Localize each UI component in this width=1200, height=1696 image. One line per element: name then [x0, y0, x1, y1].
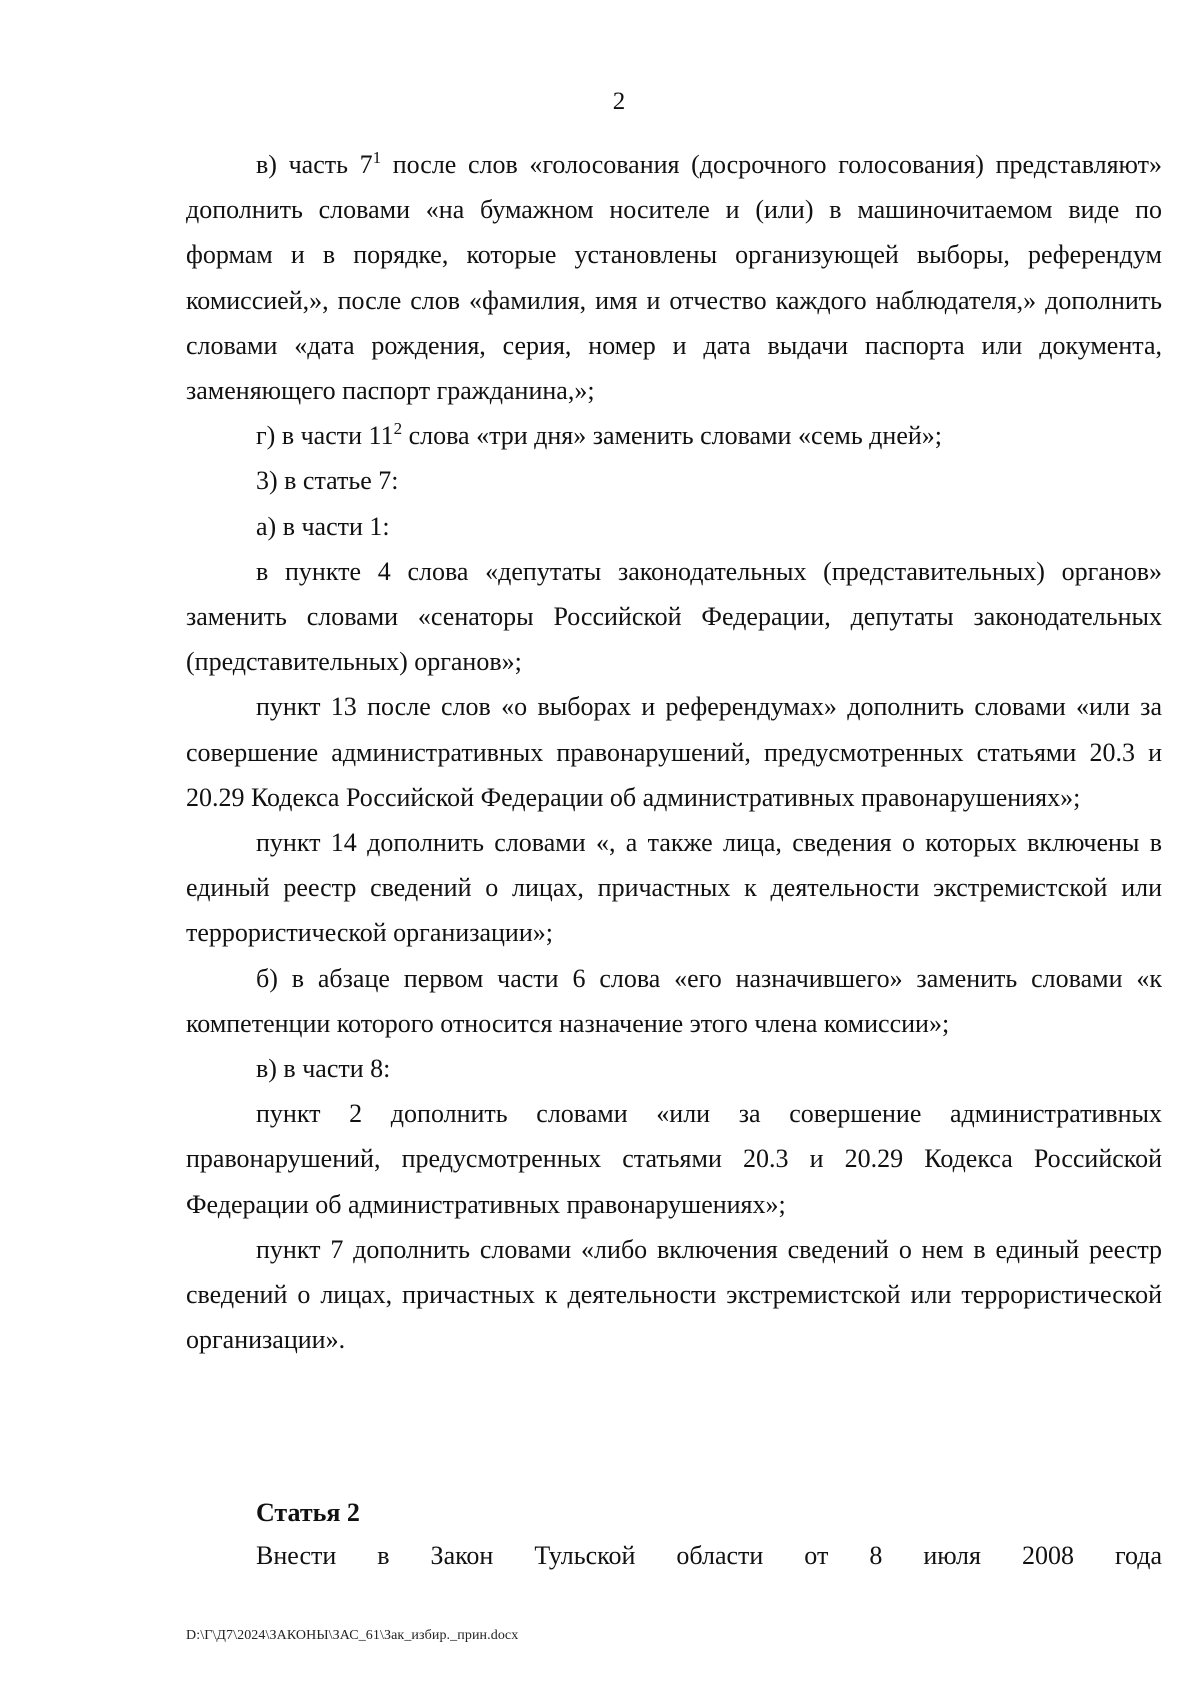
paragraph-amendment-v [186, 142, 1162, 413]
paragraph-point-13: пункт 13 после слов «о выборах и референдумах» дополнить словами «или за совершение административных правонарушений, предусмотренных статьями 20.3 и 20.29 Кодекса Российской Федерации об административных правонарушениях»; [186, 692, 1162, 812]
paragraph-point-4: в пункте 4 слова «депутаты законодательных (представительных) органов» заменить словами «сенаторы Российской Федерации, депутаты законодательных (представительных) органов»; [186, 556, 1162, 677]
superscript: 1 [372, 148, 382, 167]
article-heading: Статья 2 [256, 1498, 360, 1527]
article-text: Внести в Закон Тульской области от 8 июля 2008 года [256, 1541, 1162, 1570]
paragraph-subitem-b: б) в абзаце первом части 6 слова «его назначившего» заменить словами «к компетенции которого относится назначение этого члена комиссии»; [186, 963, 1162, 1038]
superscript: 2 [393, 419, 403, 439]
page-number: 2 [612, 88, 626, 115]
paragraph-point-14: пункт 14 дополнить словами «, а также лица, сведения о которых включены в единый реестр сведений о лицах, причастных к деятельности экстремистской или террористической организации»; [186, 828, 1162, 948]
paragraph-point-2: пункт 2 дополнить словами «или за совершение административных правонарушений, предусмотренных статьями 20.3 и 20.29 Кодекса Российской Федерации об административных правонарушениях»; [186, 1099, 1162, 1219]
paragraph-point-7: пункт 7 дополнить словами «либо включения сведений о нем в единый реестр сведений о лицах, причастных к деятельности экстремистской или террористической организации». [186, 1234, 1162, 1355]
paragraph-item-3: 3) в статье 7: [256, 466, 399, 496]
paragraph-subitem-v: в) в части 8: [256, 1054, 391, 1084]
paragraph-amendment-g [186, 413, 1162, 458]
paragraph-text: г) в части 11 [256, 421, 394, 451]
footer-file-path: D:\Г\Д7\2024\ЗАКОНЫ\ЗАС_61\Зак_избир._прин.docx [186, 1628, 519, 1643]
paragraph-text: после слов «голосования (досрочного голосования) представляют» дополнить словами «на бумажном носителе и (или) в машиночитаемом виде по формам и в порядке, которые установлены организующей выборы, референдум комиссией,», после слов «фамилия, имя и отчество каждого наблюдателя,» дополнить словами «дата рождения, серия, номер и дата выдачи паспорта или документа, заменяющего паспорт гражданина,»; [186, 150, 1163, 406]
paragraph-text: в) часть 7 [256, 150, 373, 179]
paragraph-text: слова «три дня» заменить словами «семь дней»; [402, 421, 942, 451]
paragraph-subitem-a: а) в части 1: [256, 511, 390, 541]
document-body [186, 142, 1162, 1362]
